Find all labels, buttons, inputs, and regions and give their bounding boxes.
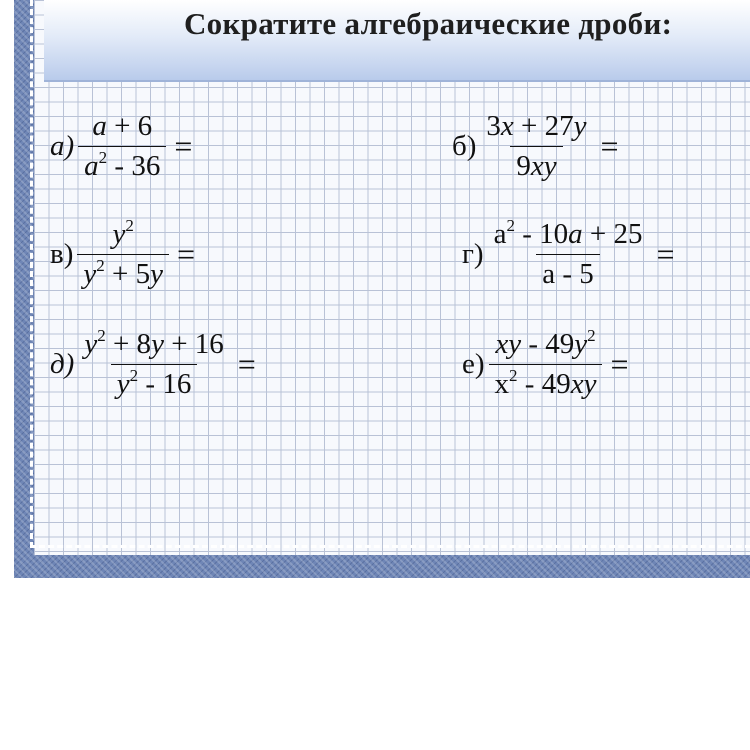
numerator: $y^2$ [112, 216, 134, 250]
task-label: б) [452, 130, 477, 162]
fraction [78, 112, 166, 181]
task-e [462, 326, 629, 400]
equals-sign: = [174, 128, 193, 164]
denominator: $x^2 - 49xy$ [489, 364, 603, 399]
denominator: $y^2 - 16$ [111, 364, 198, 399]
title-bar [44, 0, 750, 82]
equals-sign: = [600, 128, 619, 164]
task-label: д) [50, 348, 75, 380]
page-title: Сократите алгебраические дроби: [184, 6, 673, 41]
equals-sign: = [656, 236, 675, 272]
fraction [488, 216, 649, 290]
equals-sign: = [176, 236, 196, 272]
denominator: a - 5 [536, 254, 600, 289]
numerator: $a^2 - 10a + 25$ [493, 216, 643, 250]
denominator: $y^2 + 5y$ [77, 254, 169, 289]
task-b [452, 112, 619, 181]
fraction [78, 326, 229, 400]
equals-sign: = [237, 346, 256, 382]
task-v [50, 216, 196, 290]
numerator: a + 6 [92, 110, 153, 142]
task-label: е) [462, 348, 485, 380]
denominator: 9xy [510, 146, 562, 181]
fraction [480, 112, 592, 181]
numerator: 3x + 27y [486, 110, 587, 142]
task-label: в) [50, 238, 74, 270]
numerator: xy - $49y^2$ [495, 326, 596, 360]
equals-sign: = [610, 346, 629, 382]
task-g [462, 216, 675, 290]
denominator: $a^2 - 36$ [78, 146, 166, 181]
task-a [50, 112, 192, 181]
task-d [50, 326, 256, 400]
numerator: $y^2 + 8y + 16$ [84, 326, 224, 360]
task-label: а) [50, 130, 75, 162]
fraction [489, 326, 603, 400]
task-label: г) [462, 238, 484, 270]
fraction [77, 216, 169, 290]
